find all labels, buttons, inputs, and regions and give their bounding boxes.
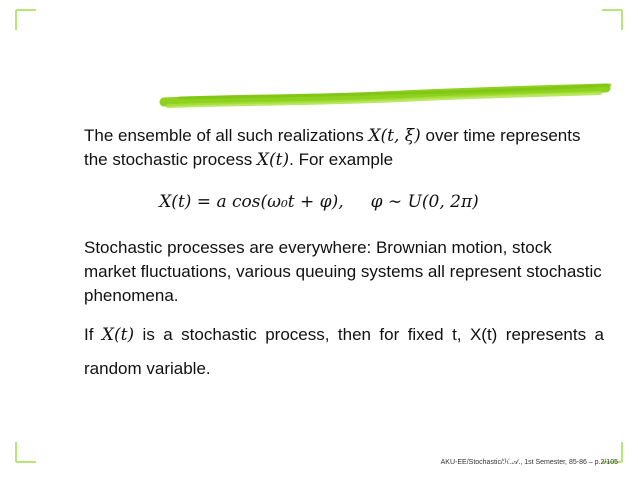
paragraph1-text-c: . For example [289, 150, 394, 169]
paragraph3-text-b: is a stochastic process, then for fixed t, X(t) represents a random variable. [84, 325, 605, 378]
paragraph1-text-a: The ensemble of all such realizations [84, 126, 369, 145]
paragraph1-math-a: X(t, ξ) [368, 126, 421, 146]
example-equation: X(t) = a cos(ω₀t + φ), φ ∼ U(0, 2π) [159, 192, 479, 212]
corner-mark-bottom-left [14, 440, 38, 464]
slide-footer: AKU-EE/Stochastic/ℋ.𝒜., 1st Semester, 85-86 – p.2/105 [440, 459, 618, 466]
paragraph1-math-b: X(t) [256, 150, 290, 170]
highlight-brush-stroke [150, 76, 620, 116]
corner-mark-top-right [600, 8, 624, 32]
paragraph3-text-a: If [84, 325, 102, 344]
paragraph1-text-b: over time represents the stochastic process [84, 126, 581, 169]
paragraph-examples: Stochastic processes are everywhere: Brownian motion, stock market fluctuations, various queuing systems all represent stochastic phenomena. [84, 238, 602, 305]
corner-mark-top-left [14, 8, 38, 32]
paragraph-realizations [84, 124, 604, 172]
paragraph3-math-a: X(t) [101, 325, 135, 345]
paragraph-random-variable [84, 318, 604, 386]
